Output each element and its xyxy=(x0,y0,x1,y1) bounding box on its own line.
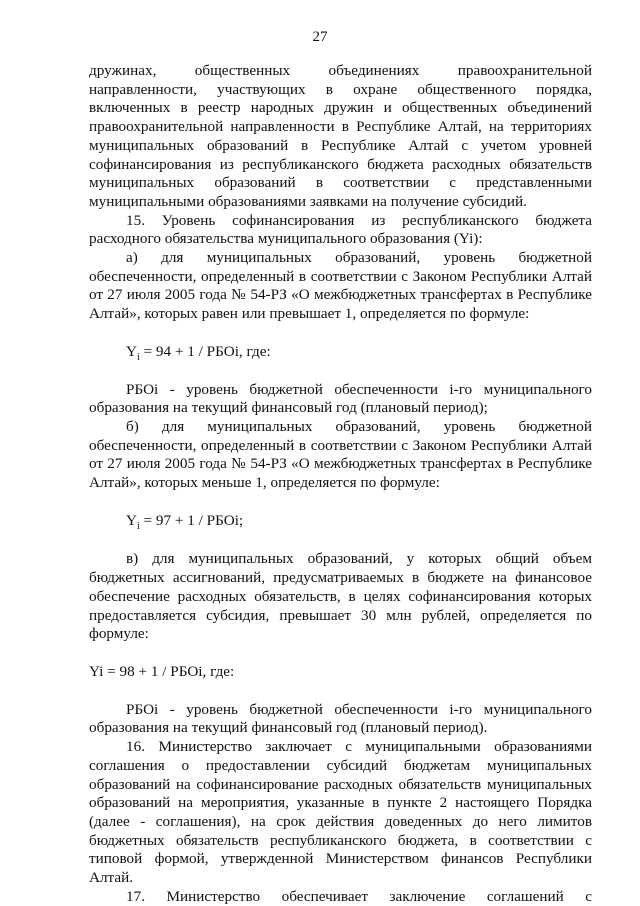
text-line: бюджетных обязательств республиканского бюджета, в соответствии с xyxy=(89,831,592,849)
text-line: обеспеченности, определенный в соответствии с Законом Республики Алтай xyxy=(89,267,592,285)
text-line: образования на текущий финансовый год (плановый период); xyxy=(89,399,488,417)
text-line: от 27 июля 2005 года № 54-РЗ «О межбюджетных трансфертах в Республике xyxy=(89,286,592,304)
document-body xyxy=(89,62,592,906)
text-line: соглашения о предоставлении субсидий бюджетам муниципальных xyxy=(89,756,592,774)
text-line: 16. Министерство заключает с муниципальными образованиями xyxy=(126,738,592,756)
definition-c xyxy=(89,701,592,738)
clause-15 xyxy=(89,212,592,249)
text-line: типовой формой, утвержденной Министерством финансов Республики xyxy=(89,850,592,868)
item-c xyxy=(89,550,592,644)
text-line: формуле: xyxy=(89,625,149,643)
text-line: обеспечение расходных обязательств, в целях софинансирования которых xyxy=(89,587,592,605)
text-line: в) для муниципальных образований, у которых общий объем xyxy=(126,550,592,568)
paragraph-continuation xyxy=(89,62,592,212)
text-line: РБОi - уровень бюджетной обеспеченности i-го муниципального xyxy=(126,380,592,398)
text-line: от 27 июля 2005 года № 54-РЗ «О межбюджетных трансфертах в Республике xyxy=(89,455,592,473)
text-line: Алтай. xyxy=(89,869,134,887)
text-line: образований на мероприятия, указанные в пункте 2 настоящего Порядка xyxy=(89,794,592,812)
formula-a-expression: = 94 + 1 / РБОi, где: xyxy=(139,342,271,360)
text-line: образований на софинансирование расходных обязательств муниципальных xyxy=(89,775,592,793)
text-line: муниципальных образований в Республике Алтай с учетом уровней xyxy=(89,136,592,154)
page-number: 27 xyxy=(312,29,328,45)
item-a xyxy=(89,249,592,324)
text-line: 17. Министерство обеспечивает заключение соглашений с xyxy=(126,887,592,905)
text-line: направленности, участвующих в охране общественного порядка, xyxy=(89,80,592,98)
formula-b-subscript: i xyxy=(136,520,140,532)
text-line: муниципальными образованиями заявками на получение субсидий. xyxy=(89,192,527,210)
text-line: РБОi - уровень бюджетной обеспеченности i-го муниципального xyxy=(126,700,592,718)
formula-a xyxy=(89,343,592,362)
formula-b-expression: = 97 + 1 / РБОi; xyxy=(139,511,244,529)
text-line: (далее - соглашения), на срок действия доведенных до него лимитов xyxy=(89,812,592,830)
text-line: правоохранительной направленности в Республике Алтай, на территориях xyxy=(89,118,592,136)
text-line: муниципальных образований в соответствии с представленными xyxy=(89,174,592,192)
formula-a-subscript: i xyxy=(136,351,140,363)
text-line: дружинах, общественных объединениях правоохранительной xyxy=(89,62,592,79)
text-line: бюджетных ассигнований, предусматриваемых в бюджете на финансовое xyxy=(89,569,592,587)
text-line: софинансирования из республиканского бюджета расходных обязательств xyxy=(89,155,592,173)
text-line: расходного обязательства муниципального образования (Yi): xyxy=(89,230,483,248)
clause-17 xyxy=(89,888,592,906)
formula-a-y: Y xyxy=(126,342,137,360)
text-line: б) для муниципальных образований, уровень бюджетной xyxy=(126,417,592,435)
text-line: а) для муниципальных образований, уровень бюджетной xyxy=(126,249,592,267)
text-line: образования на текущий финансовый год (плановый период). xyxy=(89,719,488,737)
definition-a xyxy=(89,381,592,418)
formula-b-y: Y xyxy=(126,511,137,529)
item-b xyxy=(89,418,592,493)
text-line: обеспеченности, определенный в соответствии с Законом Республики Алтай xyxy=(89,436,592,454)
text-line: предоставляется субсидия, превышает 30 млн рублей, определяется по xyxy=(89,606,592,624)
clause-16 xyxy=(89,738,592,888)
text-line: Алтай», которых равен или превышает 1, определяется по формуле: xyxy=(89,305,530,323)
text-line: 15. Уровень софинансирования из республиканского бюджета xyxy=(126,211,592,229)
text-line: включенных в реестр народных дружин и общественных объединений xyxy=(89,99,592,117)
formula-b xyxy=(89,512,592,531)
formula-c: Yi = 98 + 1 / РБОi, где: xyxy=(89,662,235,680)
text-line: Алтай», которых меньше 1, определяется по формуле: xyxy=(89,474,440,492)
